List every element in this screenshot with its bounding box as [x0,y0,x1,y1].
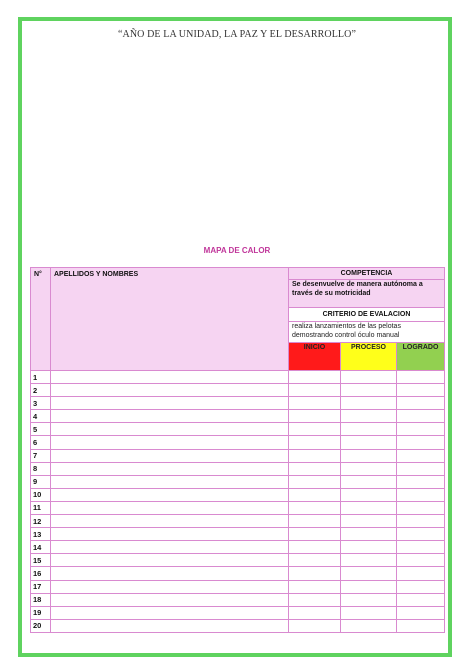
proceso-cell[interactable] [341,515,397,528]
table-row [31,449,445,462]
inicio-cell[interactable] [289,462,341,475]
row-number: 10 [31,488,51,501]
student-name-cell[interactable] [51,410,289,423]
table-row [31,397,445,410]
table-row [31,475,445,488]
row-number: 1 [31,371,51,384]
criterio-label: CRITERIO DE EVALACION [289,308,445,322]
inicio-cell[interactable] [289,541,341,554]
table-row [31,619,445,632]
student-name-cell[interactable] [51,449,289,462]
logrado-cell[interactable] [397,462,445,475]
inicio-cell[interactable] [289,554,341,567]
level-inicio: INICIO [289,343,341,371]
row-number: 7 [31,449,51,462]
inicio-cell[interactable] [289,619,341,632]
logrado-cell[interactable] [397,593,445,606]
table-row [31,462,445,475]
student-name-cell[interactable] [51,528,289,541]
inicio-cell[interactable] [289,436,341,449]
row-number: 5 [31,423,51,436]
proceso-cell[interactable] [341,423,397,436]
logrado-cell[interactable] [397,528,445,541]
inicio-cell[interactable] [289,580,341,593]
level-proceso: PROCESO [341,343,397,371]
student-name-cell[interactable] [51,606,289,619]
proceso-cell[interactable] [341,501,397,514]
table-row [31,384,445,397]
inicio-cell[interactable] [289,410,341,423]
logrado-cell[interactable] [397,475,445,488]
logrado-cell[interactable] [397,449,445,462]
table-row [31,541,445,554]
criterio-text: realiza lanzamientos de las pelotas demostrando control óculo manual [289,322,445,343]
student-name-cell[interactable] [51,619,289,632]
student-name-cell[interactable] [51,580,289,593]
table-row [31,501,445,514]
table-row [31,488,445,501]
inicio-cell[interactable] [289,423,341,436]
row-number: 11 [31,501,51,514]
proceso-cell[interactable] [341,580,397,593]
row-number: 4 [31,410,51,423]
row-number: 6 [31,436,51,449]
student-name-cell[interactable] [51,593,289,606]
row-number: 20 [31,619,51,632]
proceso-cell[interactable] [341,554,397,567]
inicio-cell[interactable] [289,397,341,410]
inicio-cell[interactable] [289,606,341,619]
row-number: 3 [31,397,51,410]
row-number: 14 [31,541,51,554]
logrado-cell[interactable] [397,501,445,514]
student-name-cell[interactable] [51,397,289,410]
proceso-cell[interactable] [341,528,397,541]
student-name-cell[interactable] [51,462,289,475]
logrado-cell[interactable] [397,567,445,580]
proceso-cell[interactable] [341,593,397,606]
row-number: 17 [31,580,51,593]
inicio-cell[interactable] [289,501,341,514]
logrado-cell[interactable] [397,371,445,384]
table-row [31,528,445,541]
proceso-cell[interactable] [341,488,397,501]
student-name-cell[interactable] [51,541,289,554]
logrado-cell[interactable] [397,515,445,528]
table-row [31,436,445,449]
proceso-cell[interactable] [341,397,397,410]
logrado-cell[interactable] [397,488,445,501]
inicio-cell[interactable] [289,449,341,462]
table-row [31,593,445,606]
student-name-cell[interactable] [51,436,289,449]
table-row [31,423,445,436]
inicio-cell[interactable] [289,528,341,541]
logrado-cell[interactable] [397,397,445,410]
proceso-cell[interactable] [341,541,397,554]
row-number: 18 [31,593,51,606]
table-row [31,410,445,423]
logrado-cell[interactable] [397,423,445,436]
student-name-cell[interactable] [51,423,289,436]
table-row [31,371,445,384]
row-number: 13 [31,528,51,541]
inicio-cell[interactable] [289,371,341,384]
table-row [31,580,445,593]
row-number: 16 [31,567,51,580]
table-row [31,567,445,580]
proceso-cell[interactable] [341,462,397,475]
student-name-cell[interactable] [51,371,289,384]
student-name-cell[interactable] [51,567,289,580]
competencia-text: Se desenvuelve de manera autónoma a través de su motricidad [289,280,445,308]
inicio-cell[interactable] [289,475,341,488]
table-row [31,606,445,619]
heat-map-table [30,267,445,633]
proceso-cell[interactable] [341,436,397,449]
inicio-cell[interactable] [289,567,341,580]
level-logrado: LOGRADO [397,343,445,371]
row-number: 12 [31,515,51,528]
proceso-cell[interactable] [341,475,397,488]
inicio-cell[interactable] [289,384,341,397]
competencia-label: COMPETENCIA [289,268,445,280]
logrado-cell[interactable] [397,619,445,632]
inicio-cell[interactable] [289,488,341,501]
proceso-cell[interactable] [341,606,397,619]
table-row [31,515,445,528]
inicio-cell[interactable] [289,593,341,606]
row-number: 2 [31,384,51,397]
proceso-cell[interactable] [341,619,397,632]
header-number: N° [31,268,51,371]
student-name-cell[interactable] [51,488,289,501]
logrado-cell[interactable] [397,384,445,397]
logrado-cell[interactable] [397,580,445,593]
map-title: MAPA DE CALOR [203,246,271,255]
row-number: 9 [31,475,51,488]
student-name-cell[interactable] [51,554,289,567]
student-name-cell[interactable] [51,501,289,514]
student-name-cell[interactable] [51,515,289,528]
logrado-cell[interactable] [397,436,445,449]
proceso-cell[interactable] [341,371,397,384]
proceso-cell[interactable] [341,567,397,580]
row-number: 8 [31,462,51,475]
proceso-cell[interactable] [341,410,397,423]
inicio-cell[interactable] [289,515,341,528]
motto-heading: “AÑO DE LA UNIDAD, LA PAZ Y EL DESARROLLO” [118,29,356,40]
table-row [31,554,445,567]
student-name-cell[interactable] [51,475,289,488]
student-name-cell[interactable] [51,384,289,397]
logrado-cell[interactable] [397,606,445,619]
logrado-cell[interactable] [397,541,445,554]
proceso-cell[interactable] [341,449,397,462]
proceso-cell[interactable] [341,384,397,397]
logrado-cell[interactable] [397,554,445,567]
row-number: 15 [31,554,51,567]
logrado-cell[interactable] [397,410,445,423]
row-number: 19 [31,606,51,619]
header-names: APELLIDOS Y NOMBRES [51,268,289,371]
